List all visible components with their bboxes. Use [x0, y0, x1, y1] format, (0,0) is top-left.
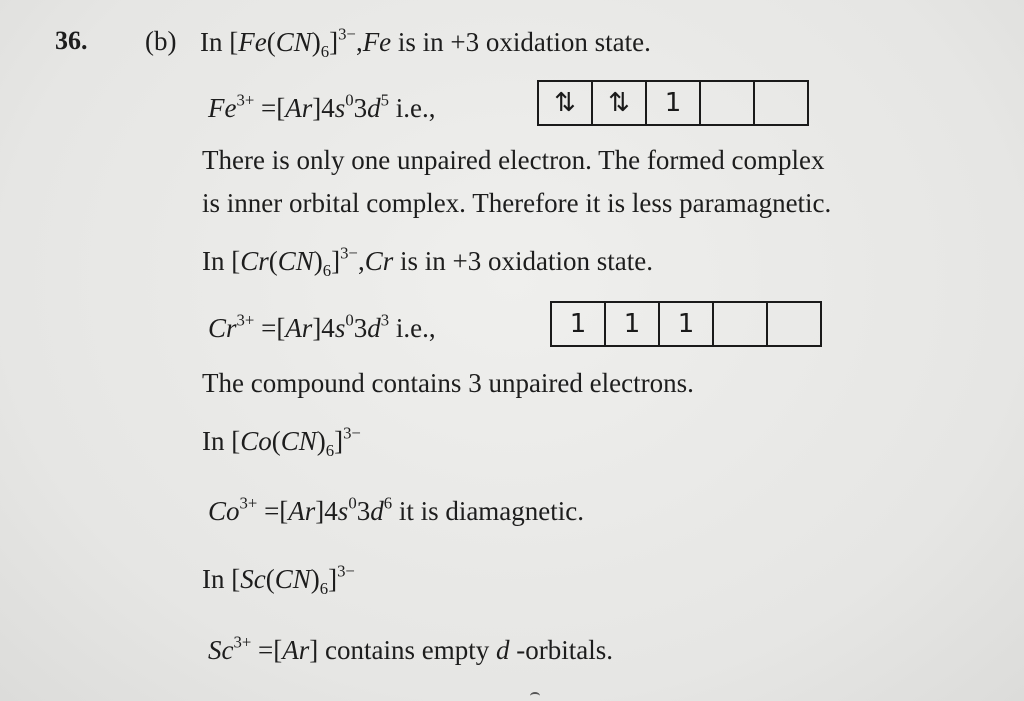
- orbital-cell: [714, 303, 768, 345]
- orbital-cell: [552, 303, 606, 345]
- fe-complex-line: In $[Fe(CN)_6]^{3-},Fe$ is in +3 oxidation state.: [200, 24, 651, 61]
- orbital-cell: [755, 82, 807, 124]
- electron-mark: 1: [569, 309, 587, 339]
- cr-orbital-box-diagram: [550, 301, 822, 347]
- sc-configuration: $Sc^{3+} =[Ar]$ contains empty d -orbitals.: [208, 632, 613, 665]
- page-mark: [530, 692, 540, 700]
- body-text-line: There is only one unpaired electron. The formed complex: [202, 145, 825, 175]
- co-configuration: $Co^{3+} =[Ar]4s^03d^6$ it is diamagnetic.: [208, 493, 585, 526]
- orbital-cell: [660, 303, 714, 345]
- orbital-cell: [647, 82, 701, 124]
- electron-mark: ⇅: [608, 88, 630, 118]
- fe-orbital-box-diagram: [537, 80, 809, 126]
- orbital-cell: [593, 82, 647, 124]
- sc-complex-line: In $[Sc(CN)_6]^{3-}$: [202, 561, 355, 598]
- question-number: 36.: [55, 26, 88, 55]
- orbital-cell: [768, 303, 820, 345]
- body-text-line: The compound contains 3 unpaired electrons.: [202, 368, 694, 398]
- electron-mark: 1: [664, 88, 682, 118]
- cr-configuration: $Cr^{3+} =[Ar]4s^03d^3$ i.e.,: [208, 310, 436, 343]
- electron-mark: 1: [623, 309, 641, 339]
- option-label: (b): [145, 26, 177, 56]
- fe-configuration: $Fe^{3+} =[Ar]4s^03d^5$ i.e.,: [208, 90, 436, 123]
- cr-complex-line: In $[Cr(CN)_6]^{3-},Cr$ is in +3 oxidation state.: [202, 243, 653, 280]
- electron-mark: ⇅: [554, 88, 576, 118]
- orbital-cell: [701, 82, 755, 124]
- orbital-cell: [606, 303, 660, 345]
- orbital-cell: [539, 82, 593, 124]
- co-complex-line: In $[Co(CN)_6]^{3-}$: [202, 423, 361, 460]
- body-text-line: is inner orbital complex. Therefore it is less paramagnetic.: [202, 188, 832, 218]
- electron-mark: 1: [677, 309, 695, 339]
